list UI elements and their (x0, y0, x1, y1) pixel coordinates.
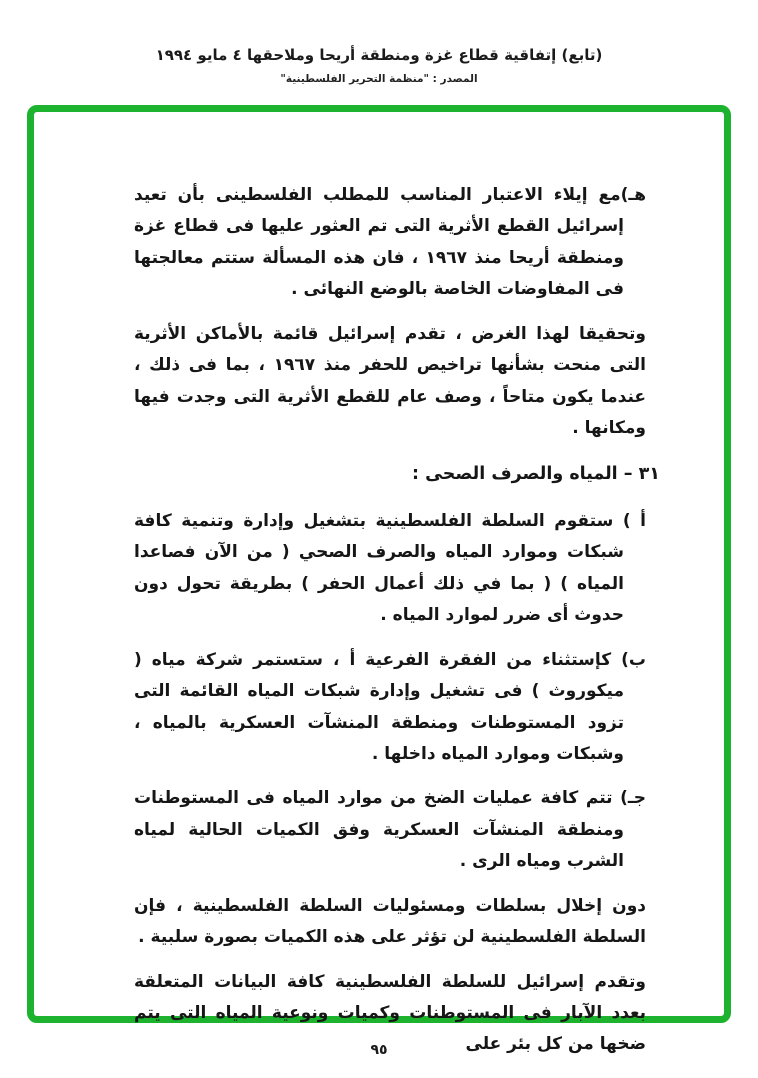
document-title: (تابع) إتفاقية قطاع غزة ومنطقة أريحا وملاحقها ٤ مايو ١٩٩٤ (155, 46, 603, 64)
source-line: المصدر : "منظمة التحرير الفلسطينية" (280, 73, 478, 85)
page-number: ٩٥ (370, 1042, 388, 1058)
list-marker: هـ) (620, 185, 646, 205)
list-item: هـ)مع إيلاء الاعتبار المناسب للمطلب الفلسطينى بأن تعيد إسرائيل القطع الأثرية التى تم العثور عليها فى قطاع غزة ومنطقة أريحا منذ ١٩٦٧ ، فان هذه المسألة ستتم معالجتها فى المفاوضات الخاصة بالوضع النهائى . (134, 185, 646, 300)
page-header (0, 46, 758, 85)
section-heading: ٣١ – المياه والصرف الصحى : (412, 463, 660, 484)
list-marker: ب) (611, 649, 646, 670)
list-item: جـ) تتم كافة عمليات الضخ من موارد المياه فى المستوطنات ومنطقة المنشآت العسكرية وفق الكميات الحالية لمياه الشرب ومياه الرى . (134, 788, 646, 872)
paragraph: وتقدم إسرائيل للسلطة الفلسطينية كافة البيانات المتعلقة بعدد الآبار فى المستوطنات وكميات ونوعية المياه التى يتم ضخها من كل بئر على (134, 971, 646, 1055)
paragraph: وتحقيقا لهذا الغرض ، تقدم إسرائيل قائمة بالأماكن الأثرية التى منحت بشأنها تراخيص للحفر منذ ١٩٦٧ ، بما فى ذلك ، عندما يكون متاحاً ، وصف عام للقطع الأثرية التى وجدت فيها ومكانها . (134, 323, 646, 439)
list-item: أ ) ستقوم السلطة الفلسطينية بتشغيل وإدارة وتنمية كافة شبكات وموارد المياه والصرف الصحي ( من الآن فصاعدا المياه ) ( بما في ذلك أعمال الحفر ) بطريقة تحول دون حدوث أى ضرر لموارد المياه . (134, 510, 646, 626)
list-marker: أ ) (613, 510, 646, 531)
list-marker: جـ) (612, 788, 646, 809)
document-body (134, 180, 660, 1074)
paragraph: دون إخلال بسلطات ومسئوليات السلطة الفلسطينية ، فإن السلطة الفلسطينية لن تؤثر على هذه الكميات بصورة سلبية . (134, 895, 646, 948)
list-item: ب) كإستثناء من الفقرة الفرعية أ ، ستستمر شركة مياه ( ميكوروث ) فى تشغيل وإدارة شبكات المياه القائمة التى تزود المستوطنات ومنطقة المنشآت العسكرية بالمياه ، وشبكات وموارد المياه داخلها . (134, 649, 646, 764)
